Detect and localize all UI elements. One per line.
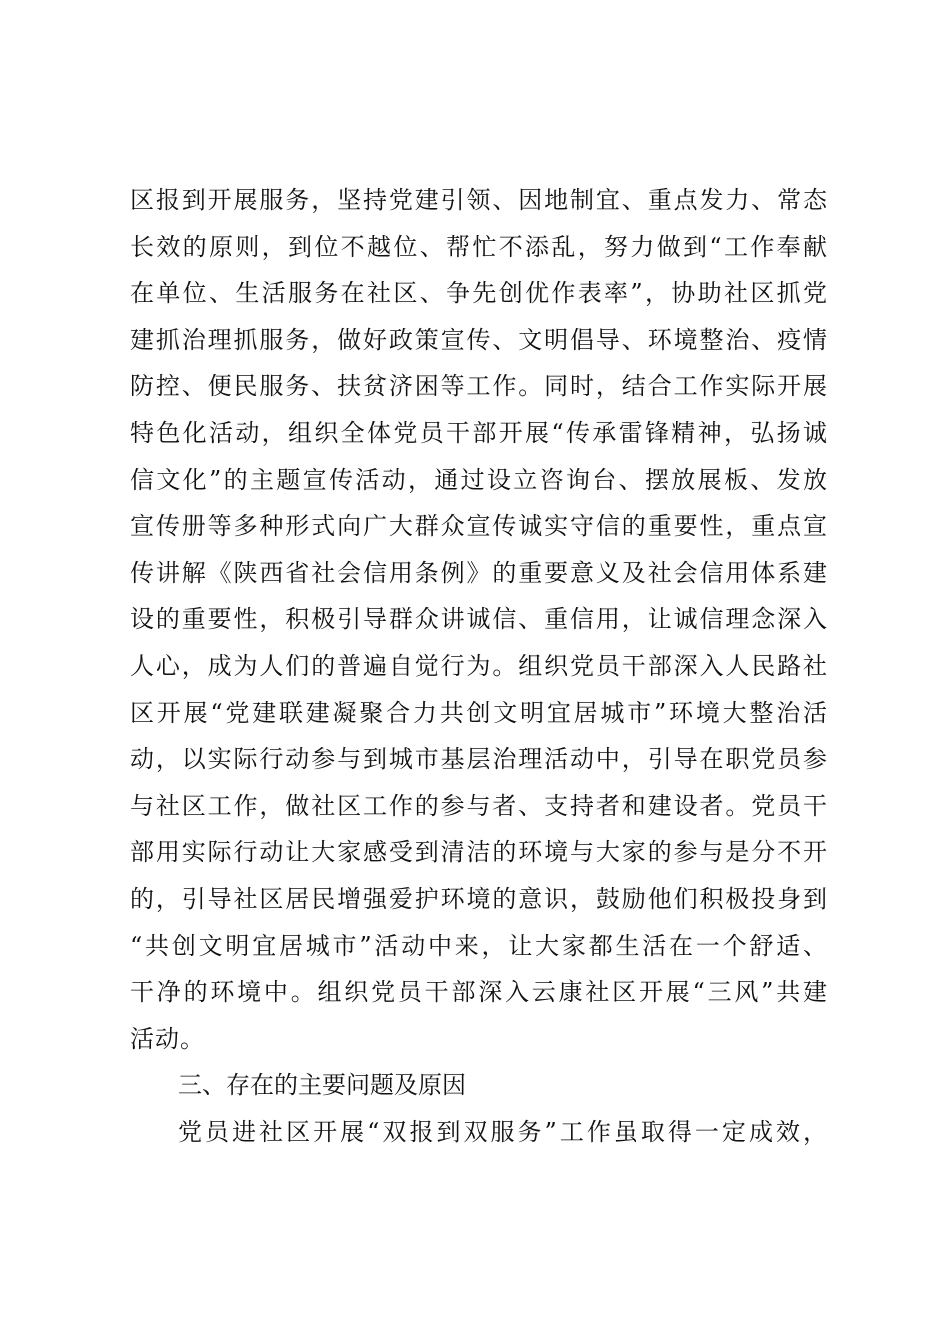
document-page	[130, 177, 828, 1155]
paragraph-line: 建抓治理抓服务，做好政策宣传、文明倡导、环境整治、疫情	[130, 325, 828, 354]
paragraph-line: 的，引导社区居民增强爱护环境的意识，鼓励他们积极投身到	[130, 884, 828, 913]
paragraph-line: 区开展“党建联建凝聚合力共创文明宜居城市”环境大整治活	[130, 698, 828, 727]
paragraph-line: “共创文明宜居城市”活动中来，让大家都生活在一个舒适、	[130, 931, 828, 960]
paragraph-line: 长效的原则，到位不越位、帮忙不添乱，努力做到“工作奉献	[130, 232, 828, 261]
paragraph-line: 与社区工作，做社区工作的参与者、支持者和建设者。党员干	[130, 791, 828, 820]
body-paragraph	[130, 177, 828, 1062]
paragraph-line: 信文化”的主题宣传活动，通过设立咨询台、摆放展板、发放	[130, 465, 828, 494]
paragraph-line: 在单位、生活服务在社区、争先创优作表率”，协助社区抓党	[130, 279, 828, 308]
paragraph-line: 党员进社区开展“双报到双服务”工作虽取得一定成效，	[178, 1117, 828, 1146]
paragraph-line: 干净的环境中。组织党员干部深入云康社区开展“三风”共建	[130, 978, 828, 1007]
paragraph-line: 宣传册等多种形式向广大群众宣传诚实守信的重要性，重点宣	[130, 512, 828, 541]
paragraph-line: 活动。	[130, 1024, 205, 1053]
paragraph-line: 防控、便民服务、扶贫济困等工作。同时，结合工作实际开展	[130, 372, 828, 401]
paragraph-line: 传讲解《陕西省社会信用条例》的重要意义及社会信用体系建	[130, 558, 828, 587]
paragraph-line: 特色化活动，组织全体党员干部开展“传承雷锋精神，弘扬诚	[130, 418, 828, 447]
section-heading: 三、存在的主要问题及原因	[178, 1071, 466, 1100]
paragraph-line: 部用实际行动让大家感受到清洁的环境与大家的参与是分不开	[130, 838, 828, 867]
paragraph-line: 设的重要性，积极引导群众讲诚信、重信用，让诚信理念深入	[130, 605, 828, 634]
paragraph-line: 动，以实际行动参与到城市基层治理活动中，引导在职党员参	[130, 745, 828, 774]
paragraph-line: 人心，成为人们的普遍自觉行为。组织党员干部深入人民路社	[130, 651, 828, 680]
paragraph-line: 区报到开展服务，坚持党建引领、因地制宜、重点发力、常态	[130, 186, 828, 214]
